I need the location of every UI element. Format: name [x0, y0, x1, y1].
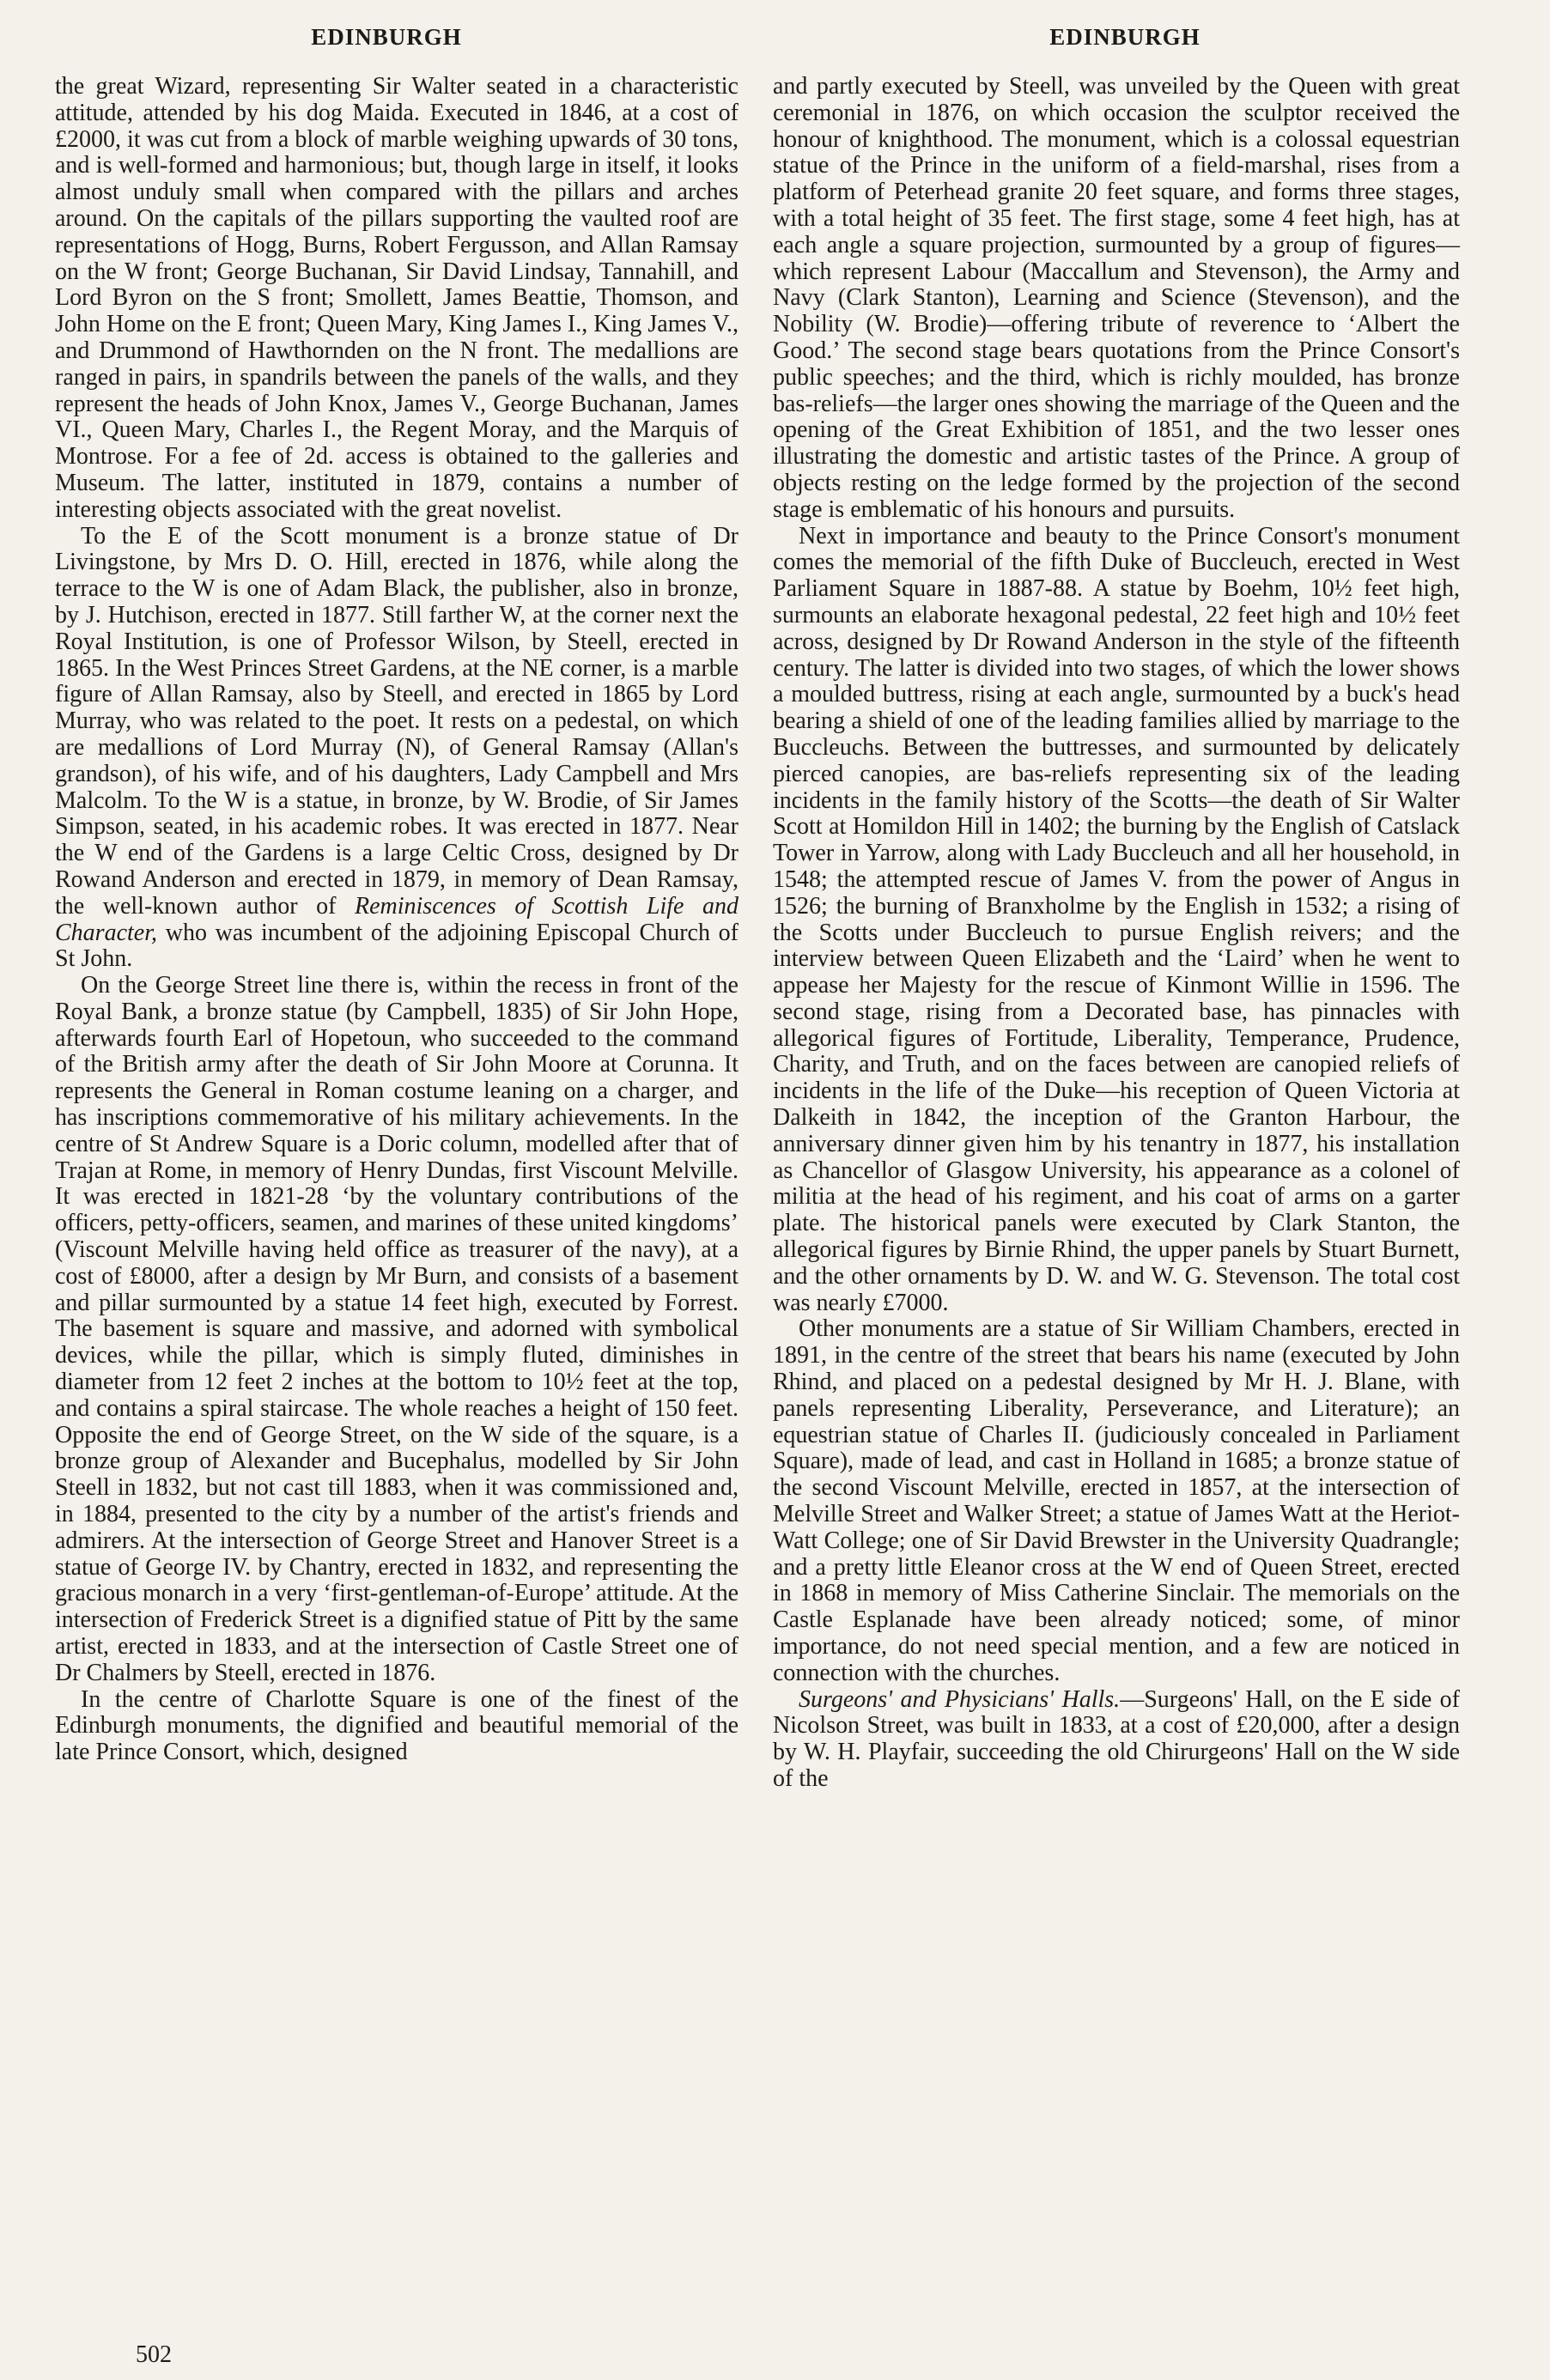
- paragraph: Next in importance and beauty to the Prince Consort's monument comes the memorial of the fifth Duke of Buccleuch, erected in West Parliament Square in 1887-88. A statue by Boehm, 10½ feet high, surmounts an elaborate hexagonal pedestal, 22 feet high and 10½ feet across, designed by Dr Rowand Anderson in the style of the fifteenth century. The latter is divided into two stages, of which the lower shows a moulded buttress, rising at each angle, surmounted by a buck's head bearing a shield of one of the leading families allied by marriage to the Buccleuchs. Between the buttresses, and surmounted by delicately pierced canopies, are bas-reliefs representing six of the leading incidents in the family history of the Scotts—the death of Sir Walter Scott at Homildon Hill in 1402; the burning by the English of Catslack Tower in Yarrow, along with Lady Buccleuch and all her household, in 1548; the attempted rescue of James V. from the power of Angus in 1526; the burning of Branxholme by the English in 1532; a rising of the Scotts under Buccleuch to pursue English reivers; and the interview between Queen Elizabeth and the ‘Laird’ when he went to appease her Majesty for the rescue of Kinmont Willie in 1596. The second stage, rising from a Decorated base, has pinnacles with allegorical figures of Fortitude, Liberality, Temperance, Prudence, Charity, and Truth, and on the faces between are canopied reliefs of incidents in the life of the Duke—his reception of Queen Victoria at Dalkeith in 1842, the inception of the Granton Harbour, the anniversary dinner given him by his tenantry in 1877, his installation as Chancellor of Glasgow University, his appearance as a colonel of militia at the head of his regiment, and his coat of arms on a garter plate. The historical panels were executed by Clark Stanton, the allegorical figures by Birnie Rhind, the upper panels by Stuart Burnett, and the other ornaments by D. W. and W. G. Stevenson. The total cost was nearly £7000.: [773, 522, 1460, 1316]
- paragraph-text: —Surgeons' Hall, on the E side of Nicolson Street, was built in 1833, at a cost of £20,000, after a design by W. H. Playfair, succeeding the old Chirurgeons' Hall on the W side of the: [773, 1685, 1460, 1792]
- paragraph: On the George Street line there is, within the recess in front of the Royal Bank, a bronze statue (by Campbell, 1835) of Sir John Hope, afterwards fourth Earl of Hopetoun, who succeeded to the command of the British army after the death of Sir John Moore at Corunna. It represents the General in Roman costume leaning on a charger, and has inscriptions commemorative of his military achievements. In the centre of St Andrew Square is a Doric column, modelled after that of Trajan at Rome, in memory of Henry Dundas, first Viscount Melville. It was erected in 1821-28 ‘by the voluntary contributions of the officers, petty-officers, seamen, and marines of these united kingdoms’ (Viscount Melville having held office as treasurer of the navy), at a cost of £8000, after a design by Mr Burn, and consists of a basement and pillar surmounted by a statue 14 feet high, executed by Forrest. The basement is square and massive, and adorned with symbolical devices, while the pillar, which is simply fluted, diminishes in diameter from 12 feet 2 inches at the bottom to 10½ feet at the top, and contains a spiral staircase. The whole reaches a height of 150 feet. Opposite the end of George Street, on the W side of the square, is a bronze group of Alexander and Bucephalus, modelled by Sir John Steell in 1832, but not cast till 1883, when it was commissioned and, in 1884, presented to the city by a number of the artist's friends and admirers. At the intersection of George Street and Hanover Street is a statue of George IV. by Chantry, erected in 1832, and representing the gracious monarch in a very ‘first-gentleman-of-Europe’ attitude. At the intersection of Frederick Street is a dignified statue of Pitt by the same artist, erected in 1833, and at the intersection of Castle Street one of Dr Chalmers by Steell, erected in 1876.: [55, 972, 739, 1686]
- section-heading: Surgeons' and Physicians' Halls.: [799, 1685, 1121, 1713]
- paragraph: and partly executed by Steell, was unveiled by the Queen with great ceremonial in 1876, on which occasion the sculptor received the honour of knighthood. The monument, which is a colossal equestrian statue of the Prince in the uniform of a field-marshal, rises from a platform of Peterhead granite 20 feet square, and forms three stages, with a total height of 35 feet. The first stage, some 4 feet high, has at each angle a square projection, surmounted by a group of figures—which represent Labour (Maccallum and Stevenson), the Army and Navy (Clark Stanton), Learning and Science (Stevenson), and the Nobility (W. Brodie)—offering tribute of reverence to ‘Albert the Good.’ The second stage bears quotations from the Prince Consort's public speeches; and the third, which is richly moulded, has bronze bas-reliefs—the larger ones showing the marriage of the Queen and the opening of the Great Exhibition of 1851, and the two lesser ones illustrating the domestic and artistic tastes of the Prince. A group of objects resting on the ledge formed by the projection of the second stage is emblematic of his honours and pursuits.: [773, 73, 1460, 523]
- left-column: [55, 74, 739, 1766]
- paragraph: [773, 1687, 1460, 1793]
- running-header-right: EDINBURGH: [1049, 24, 1200, 50]
- right-column: [773, 74, 1460, 1793]
- paragraph: [55, 524, 739, 974]
- page-number: 502: [136, 2341, 172, 2368]
- paragraph: In the centre of Charlotte Square is one of the finest of the Edinburgh monuments, the dignified and beautiful memorial of the late Prince Consort, which, designed: [55, 1685, 739, 1766]
- paragraph-text: To the E of the Scott monument is a bronze statue of Dr Livingstone, by Mrs D. O. Hill, erected in 1876, while along the terrace to the W is one of Adam Black, the publisher, also in bronze, by J. Hutchison, erected in 1877. Still farther W, at the corner next the Royal Institution, is one of Professor Wilson, by Steell, erected in 1865. In the West Princes Street Gardens, at the NE corner, is a marble figure of Allan Ramsay, also by Steell, and erected in 1865 by Lord Murray, who was related to the poet. It rests on a pedestal, on which are medallions of Lord Murray (N), of General Ramsay (Allan's grandson), of his wife, and of his daughters, Lady Campbell and Mrs Malcolm. To the W is a statue, in bronze, by W. Brodie, of Sir James Simpson, seated, in his academic robes. It was erected in 1877. Near the W end of the Gardens is a large Celtic Cross, designed by Dr Rowand Anderson and erected in 1879, in memory of Dean Ramsay, the well-known author of: [55, 522, 739, 920]
- paragraph: the great Wizard, representing Sir Walter seated in a characteristic attitude, attended by his dog Maida. Executed in 1846, at a cost of £2000, it was cut from a block of marble weighing upwards of 30 tons, and is well-formed and harmonious; but, though large in itself, it looks almost unduly small when compared with the pillars and arches around. On the capitals of the pillars supporting the vaulted roof are representations of Hogg, Burns, Robert Fergusson, and Allan Ramsay on the W front; George Buchanan, Sir David Lindsay, Tannahill, and Lord Byron on the S front; Smollett, James Beattie, Thomson, and John Home on the E front; Queen Mary, King James I., King James V., and Drummond of Hawthornden on the N front. The medallions are ranged in pairs, in spandrils between the panels of the walls, and they represent the heads of John Knox, James V., George Buchanan, James VI., Queen Mary, Charles I., the Regent Moray, and the Marquis of Montrose. For a fee of 2d. access is obtained to the galleries and Museum. The latter, instituted in 1879, contains a number of interesting objects associated with the great novelist.: [55, 73, 739, 523]
- paragraph: Other monuments are a statue of Sir William Chambers, erected in 1891, in the centre of the street that bears his name (executed by John Rhind, and placed on a pedestal designed by Mr H. J. Blane, with panels representing Liberality, Perseverance, and Literature); an equestrian statue of Charles II. (judiciously concealed in Parliament Square), made of lead, and cast in Holland in 1685; a bronze statue of the second Viscount Melville, erected in 1857, at the intersection of Melville Street and Walker Street; a statue of James Watt at the Heriot-Watt College; one of Sir David Brewster in the University Quadrangle; and a pretty little Eleanor cross at the W end of Queen Street, erected in 1868 in memory of Miss Catherine Sinclair. The memorials on the Castle Esplanade have been already noticed; some, of minor importance, do not need special mention, and a few are noticed in connection with the churches.: [773, 1315, 1460, 1686]
- book-title: Reminiscences of Scottish Life and Character,: [55, 892, 739, 946]
- running-header-left: EDINBURGH: [311, 24, 462, 50]
- paragraph-text: who was incumbent of the adjoining Episcopal Church of St John.: [55, 919, 739, 973]
